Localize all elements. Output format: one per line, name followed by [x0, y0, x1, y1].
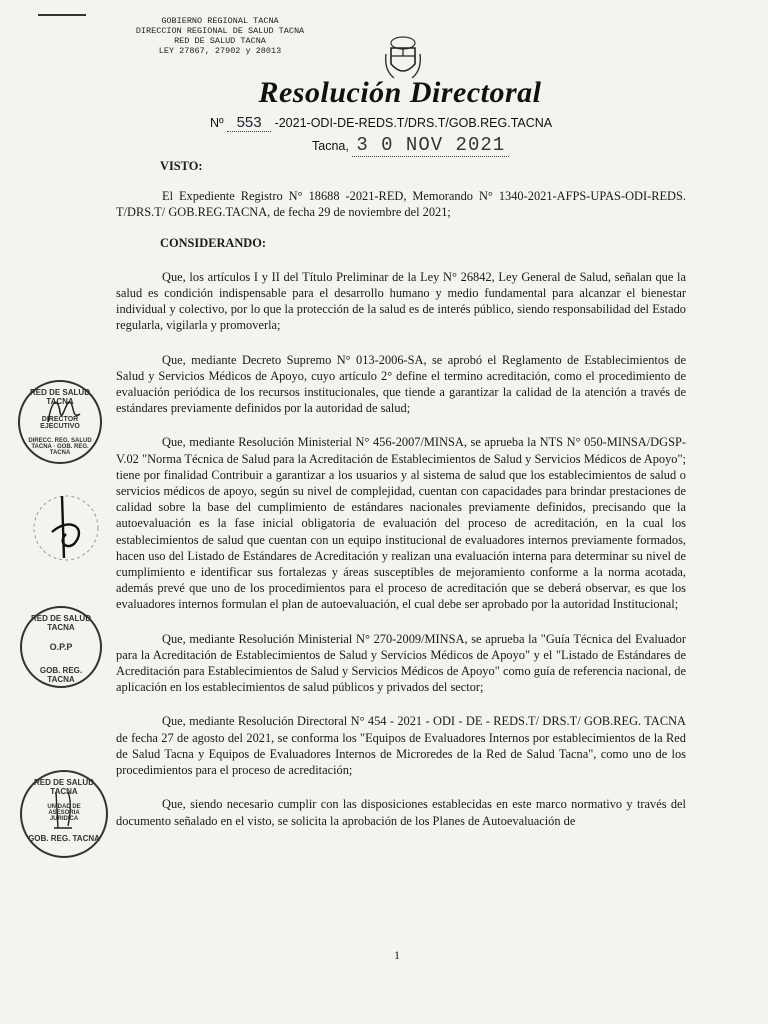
- letterhead-line-4: LEY 27867, 27902 y 28013: [158, 46, 282, 56]
- paragraph-1: Que, los artículos I y II del Título Preliminar de la Ley N° 26842, Ley General de Salud, señalan que la salud es condición indispensable para el desarrollo humano y medio fundamental para alcanzar el bienestar individual y colectivo, por lo que la protección de la salud es de interés público, siendo responsabilidad del Estado regularla, vigilarla y promoverla;: [116, 269, 686, 333]
- stamp-3-bottom-text: GOB. REG. TACNA: [28, 834, 100, 843]
- resolution-prefix: Nº: [210, 116, 224, 130]
- date-prefix: Tacna,: [312, 139, 349, 153]
- stamp-2-top-text: RED DE SALUD TACNA: [30, 614, 91, 632]
- paragraph-5: Que, mediante Resolución Directoral N° 454 - 2021 - ODI - DE - REDS.T/ DRS.T/ GOB.REG. TACNA de fecha 27 de agosto del 2021, se conforma los "Equipos de Evaluadores Internos por establecimientos de la Red de Salud Tacna y Equipos de Evaluadores Internos de Microredes de la Red de Salud Tacna", como uno de los procedimientos para el proceso de acreditación;: [116, 714, 686, 778]
- stamp-3-mid-text: UNIDAD DE ASESORIA JURIDICA: [47, 804, 81, 822]
- page-number: 1: [394, 948, 400, 962]
- stamp-1-bottom-text: DIRECC. REG. SALUD TACNA · GOB. REG. TACNA: [28, 438, 92, 456]
- stamp-1-top-text: RED DE SALUD TACNA: [29, 388, 90, 406]
- visto-paragraph: El Expediente Registro N° 18688 -2021-RED, Memorando N° 1340-2021-AFPS-UPAS-ODI-REDS. T/DRS.T/ GOB.REG.TACNA, de fecha 29 de noviembre del 2021;: [116, 189, 686, 220]
- document-body: [116, 158, 686, 829]
- stamp-1-mid-text: DIRECTOR EJECUTIVO: [40, 416, 80, 430]
- resolution-date-line: [312, 134, 509, 156]
- paragraph-6: Que, siendo necesario cumplir con las disposiciones establecidas en este marco normativo y través del documento señalado en el visto, se solicita la aprobación de los Planes de Autoevaluación de: [116, 797, 686, 828]
- visto-heading: VISTO:: [160, 159, 203, 173]
- paragraph-3: Que, mediante Resolución Ministerial N° 456-2007/MINSA, se aprueba la NTS N° 050-MINSA/DGSP-V.02 "Norma Técnica de Salud para la Acreditación de Establecimientos de Salud y Servicios Médicos de Apoyo"; tiene por finalidad Contribuir a garantizar a los usuarios y al sistema de salud que los establecimientos de salud o servicios médicos de apoyo, según su nivel de complejidad, cuentan con capacidades para brindar prestaciones de calidad sobre la base del cumplimiento de estándares nacionales previamente definidos, precisando que la autoevaluación es la fase inicial obligatoria de evaluación del proceso de acreditación, en la cual los establecimientos de salud que cuentan con un equipo institucional de evaluadores internos previamente formados, hacen uso del Listado de Estándares de Acreditación y realizan una evaluación interna para determinar su nivel de cumplimiento e identificar sus fortalezas y áreas susceptibles de mejoramiento conforme a la norma acotada, además prevé que uno de los procedimientos para el proceso de acreditación que se deberá observar, es que los evaluadores internos formulan el plan de autoevaluación, el cual debe ser aprobado por la autoridad Institucional;: [116, 435, 686, 612]
- signature-2-icon: [22, 488, 114, 568]
- paragraph-4: Que, mediante Resolución Ministerial N° 270-2009/MINSA, se aprueba la "Guía Técnica del Evaluador para la Acreditación de Establecimientos de Salud y Servicios Médicos de Apoyo" y el "Listado de Estándares de Acreditación para Establecimientos de Salud y Servicios Médicos de Apoyo" como guía de referencia nacional, de aplicación en los establecimientos de salud públicos y privados del sector;: [116, 631, 686, 695]
- coat-of-arms-icon: [384, 34, 422, 82]
- signature-1-icon: [44, 392, 84, 428]
- stamp-2-mid-text: O.P.P: [49, 642, 73, 652]
- date-stamp: 3 0 NOV 2021: [352, 134, 509, 157]
- paragraph-2: Que, mediante Decreto Supremo N° 013-2006-SA, se aprobó el Reglamento de Establecimientos de Salud y Servicios Médicos de Apoyo, cuyo artículo 2° define el termino acreditación, como el procedimiento de evaluación periódica de los recursos institucionales, que tiende a garantizar la calidad de la atención a través de estándares previamente definidos por la autoridad de salud;: [116, 352, 686, 416]
- resolution-number-line: [210, 114, 552, 132]
- considerando-heading: CONSIDERANDO:: [160, 235, 267, 250]
- letterhead: [110, 16, 330, 56]
- signature-3-icon: [48, 788, 78, 832]
- letterhead-line-1: GOBIERNO REGIONAL TACNA: [161, 16, 279, 26]
- stamp-2-bottom-text: GOB. REG. TACNA: [39, 666, 83, 684]
- letterhead-line-2: DIRECCION REGIONAL DE SALUD TACNA: [135, 26, 305, 36]
- resolution-code: -2021-ODI-DE-REDS.T/DRS.T/GOB.REG.TACNA: [274, 116, 553, 130]
- document-title: Resolución Directoral: [258, 76, 542, 109]
- top-mark: [38, 14, 86, 16]
- letterhead-line-3: RED DE SALUD TACNA: [174, 36, 266, 46]
- stamp-3-top-text: RED DE SALUD TACNA: [33, 778, 94, 796]
- stamp-opp: [20, 606, 102, 688]
- resolution-number: 553: [227, 114, 271, 132]
